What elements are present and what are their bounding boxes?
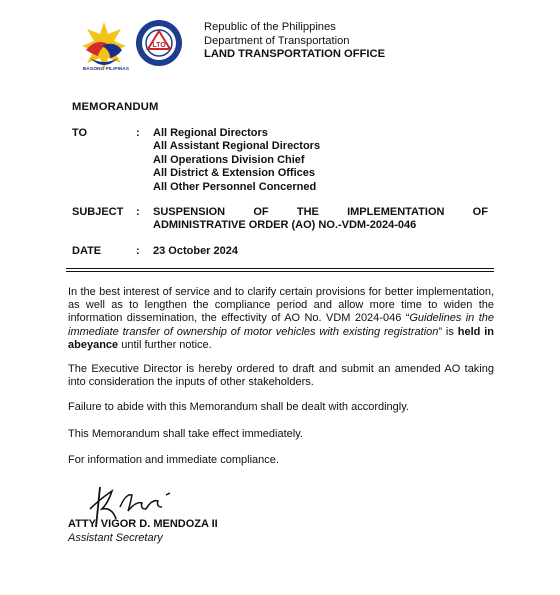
body-paragraph-1 — [68, 286, 494, 352]
body-paragraph-4: This Memorandum shall take effect immediately. — [68, 428, 303, 440]
subject-colon: : — [136, 206, 140, 218]
recipient-item: All Operations Division Chief — [153, 153, 305, 166]
to-label: TO — [72, 127, 88, 139]
agency-header-text — [204, 21, 385, 62]
held-in-abeyance-bold: held in abeyance — [68, 325, 494, 351]
subject-word: OF — [253, 206, 269, 218]
recipient-item: All Other Personnel Concerned — [153, 180, 317, 193]
ao-title-italic: Guidelines in the immediate transfer of ownership of motor vehicles with existing registration — [68, 312, 494, 338]
subject-line-2: ADMINISTRATIVE ORDER (AO) NO.-VDM-2024-046 — [153, 219, 417, 231]
p1-text-mid: ” is — [438, 325, 458, 338]
recipient-item: All Assistant Regional Directors — [153, 140, 321, 153]
republic-line: Republic of the Philippines — [204, 21, 336, 33]
subject-word: SUSPENSION — [153, 206, 226, 218]
p1-text-end: until further notice. — [118, 338, 212, 351]
department-line: Department of Transportation — [204, 34, 350, 47]
subject-label: SUBJECT — [72, 206, 124, 218]
memo-title: MEMORANDUM — [72, 101, 159, 113]
header-divider — [66, 268, 494, 269]
to-colon: : — [136, 127, 140, 139]
office-line: LAND TRANSPORTATION OFFICE — [204, 48, 386, 61]
lto-seal-logo — [135, 19, 183, 67]
signatory-name: ATTY. VIGOR D. MENDOZA II — [68, 518, 218, 530]
recipient-item: All Regional Directors — [153, 127, 268, 139]
body-paragraph-2: The Executive Director is hereby ordered to draft and submit an amended AO taking into consideration the inputs of other stakeholders. — [68, 363, 494, 389]
date-colon: : — [136, 245, 140, 257]
date-value: 23 October 2024 — [153, 245, 238, 257]
bagong-pilipinas-caption: BAGONG PILIPINAS — [82, 66, 129, 71]
subject-word: IMPLEMENTATION — [347, 206, 445, 218]
letterhead — [78, 16, 498, 76]
subject-line-1 — [153, 206, 488, 218]
body-paragraph-3: Failure to abide with this Memorandum shall be dealt with accordingly. — [68, 401, 409, 413]
body-paragraph-5: For information and immediate compliance. — [68, 454, 279, 466]
to-recipient-list — [153, 127, 320, 194]
subject-word: THE — [296, 206, 319, 218]
header-divider-thin — [66, 271, 494, 272]
subject-word: OF — [472, 206, 488, 218]
p1-text: In the best interest of service and to clarify certain provisions for better implementation, as well as to lengthen the compliance period and allow more time to widen the information dissemination, the effectivity of AO No. VDM 2024-046 “ — [68, 286, 494, 325]
date-label: DATE — [72, 245, 102, 257]
lto-seal-text: LTO — [152, 42, 166, 49]
signatory-title: Assistant Secretary — [68, 532, 163, 544]
recipient-item: All District & Extension Offices — [153, 167, 315, 180]
